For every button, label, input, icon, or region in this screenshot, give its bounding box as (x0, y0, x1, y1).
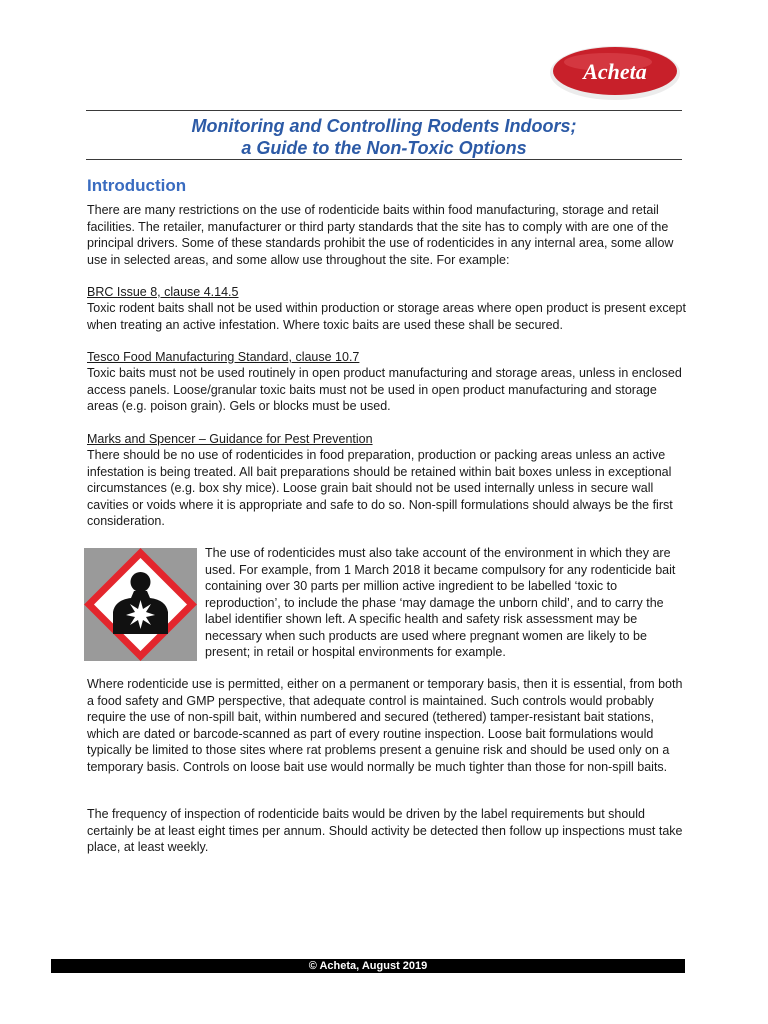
environment-paragraph: The use of rodenticides must also take account of the environment in which they are used. For example, from 1 March 2018 it became compulsory for any rodenticide bait containing over 30 parts per million active ingredient to be labelled ‘toxic to reproduction’, to include the phase ‘may damage the unborn child’, and to carry the label identifier shown left. A specific health and safety risk assessment may be necessary when such products are used where pregnant women are likely to be present; in retail or hospital environments for example. (205, 546, 676, 659)
ms-standard-body: There should be no use of rodenticides in food preparation, production or packing areas unless an active infestation is being treated. All bait preparations should be retained within bait boxes unless in exceptional circumstances (e.g. box shy mice). Loose grain bait should not be used internally unless in secure wall cavities or voids where it is appropriate and safe to do so. Non-spill formulations should always be the first consideration. (87, 448, 673, 528)
frequency-paragraph: The frequency of inspection of rodenticide baits would be driven by the label requirements but should certainly be at least eight times per annum. Should activity be detected then follow up inspections must take place, at least weekly. (87, 807, 683, 854)
brc-standard-body: Toxic rodent baits shall not be used within production or storage areas where open product is present except when treating an active infestation. Where toxic baits are used these shall be secured. (87, 301, 686, 332)
title-line-1: Monitoring and Controlling Rodents Indoors; (191, 116, 577, 136)
footer-copyright: © Acheta, August 2019 (51, 959, 685, 973)
title-bottom-rule (86, 159, 682, 160)
title-top-rule (86, 110, 682, 111)
ms-standard-heading: Marks and Spencer – Guidance for Pest Prevention (87, 432, 373, 446)
health-hazard-icon (84, 548, 197, 661)
brc-standard-heading: BRC Issue 8, clause 4.14.5 (87, 285, 239, 299)
introduction-paragraph: There are many restrictions on the use of rodenticide baits within food manufacturing, storage and retail facilities. The retailer, manufacturer or third party standards that the site has to comply with are one of the principal drivers. Some of these standards prohibit the use of rodenticides in any internal area, some allow use in selected areas, and some allow use throughout the site. For example: (87, 203, 674, 267)
acheta-logo (548, 44, 682, 102)
tesco-standard-heading: Tesco Food Manufacturing Standard, clause 10.7 (87, 350, 360, 364)
tesco-standard-body: Toxic baits must not be used routinely in open product manufacturing and storage areas, unless in enclosed access panels. Loose/granular toxic baits must not be used in open product manufacturing and storage areas (e.g. poison grain). Gels or blocks must be used. (87, 366, 682, 413)
document-title (86, 115, 682, 159)
controls-paragraph: Where rodenticide use is permitted, either on a permanent or temporary basis, then it is essential, from both a food safety and GMP perspective, that adequate control is maintained. Such controls would probably require the use of non-spill bait, within numbered and secured (tethered) tamper-resistant bait stations, which are dated or barcode-scanned as part of every routine inspection. Loose bait formulations would typically be limited to those sites where rat problems present a genuine risk and should be used only on a temporary basis. Controls on loose bait use would normally be much tighter than those for non-spill baits. (87, 677, 683, 774)
title-line-2: a Guide to the Non-Toxic Options (241, 138, 527, 158)
logo-text: Acheta (583, 59, 647, 84)
introduction-heading: Introduction (87, 176, 187, 195)
